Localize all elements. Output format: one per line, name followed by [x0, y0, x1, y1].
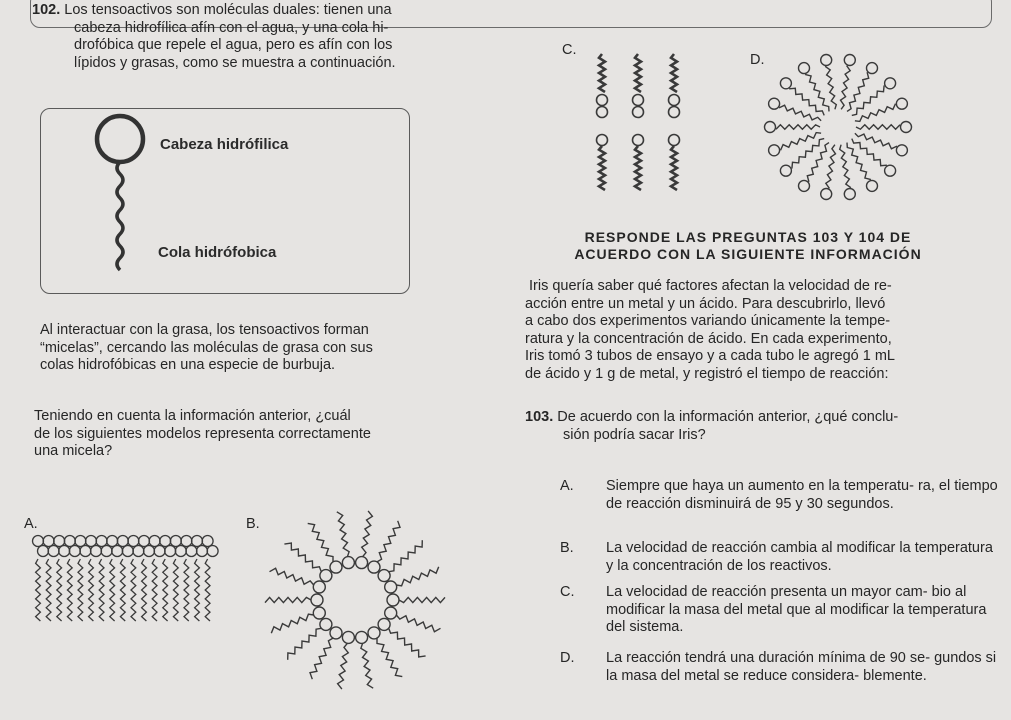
q103-option-d[interactable] — [560, 650, 1000, 685]
q103-stem — [525, 409, 995, 444]
model-a-head — [175, 546, 186, 557]
q103-option-c[interactable] — [560, 584, 1000, 637]
info-line: Iris tomó 3 tubos de ensayo y a cada tubo le agregó 1 mL — [525, 348, 895, 365]
model-a-head — [54, 536, 65, 547]
option-d-label[interactable]: D. — [750, 52, 765, 68]
model-a-tail — [67, 559, 72, 621]
model-b-head — [342, 557, 354, 569]
model-b-tail — [337, 512, 349, 557]
model-a-head — [75, 536, 86, 547]
model-a-head — [133, 546, 144, 557]
model-c-head-top — [633, 107, 644, 118]
model-d-head — [799, 180, 810, 191]
model-a-tail — [205, 559, 210, 621]
model-d-tail — [807, 143, 829, 182]
model-a-head — [181, 536, 192, 547]
model-a-tail — [57, 559, 62, 621]
model-d-micelle-sphere[interactable] — [750, 45, 915, 195]
model-b-head — [368, 561, 380, 573]
model-a-head — [186, 546, 197, 557]
option-line: blemente. — [863, 667, 927, 684]
hydrophobic-tail — [117, 162, 123, 270]
model-b-head — [311, 594, 323, 606]
q102-stem-line: Los tensoactivos son moléculas duales: tienen una — [64, 2, 392, 18]
model-a-tail — [142, 559, 147, 621]
info-line: de ácido y 1 g de metal, y registró el tiempo de reacción: — [525, 365, 889, 382]
option-b-label[interactable]: B. — [246, 516, 260, 532]
model-c-head-top — [597, 107, 608, 118]
model-b-head — [342, 631, 354, 643]
tail-label: Cola hidrófobica — [158, 244, 277, 261]
info-line: a cabo dos experimentos variando únicamente la tempe- — [525, 313, 891, 330]
q102-number: 102. — [32, 2, 61, 18]
model-b-head — [330, 561, 342, 573]
model-b-tail — [396, 615, 440, 632]
model-c-head-bottom — [597, 135, 608, 146]
q102-question — [34, 408, 484, 461]
model-a-head — [107, 536, 118, 547]
model-d-tail — [840, 145, 851, 188]
model-b-head — [330, 627, 342, 639]
model-b-head — [385, 581, 397, 593]
model-b-head — [368, 627, 380, 639]
model-b-head — [356, 557, 368, 569]
model-c-head-bottom — [669, 135, 680, 146]
model-c-tail-bottom — [671, 146, 677, 190]
model-b-head — [320, 618, 332, 630]
micelle-line: colas hidrofóbicas en una especie de burbuja. — [40, 357, 336, 374]
model-c-bilayer-columns[interactable] — [590, 50, 700, 195]
model-a-head — [139, 536, 150, 547]
model-b-tail — [271, 614, 313, 633]
micelle-line: Al interactuar con la grasa, los tensoactivos forman — [40, 322, 369, 338]
model-c-head-top — [597, 95, 608, 106]
q103-option-d-letter: D. — [560, 650, 575, 666]
model-a-tail — [89, 559, 94, 621]
model-a-tail — [46, 559, 51, 621]
option-line: La velocidad de reacción presenta un mayor cam- — [606, 584, 928, 600]
hydrophilic-head — [97, 116, 143, 162]
section-title-line: ACUERDO CON LA SIGUIENTE INFORMACIÓN — [574, 246, 922, 262]
option-c-label[interactable]: C. — [562, 42, 577, 58]
model-a-head — [91, 546, 102, 557]
option-line: ra, el tiempo de reacción disminuirá de 95 y 30 — [606, 478, 998, 512]
model-d-tail — [855, 133, 897, 149]
q102-stem-line: lípidos y grasas, como se muestra a continuación. — [74, 54, 396, 71]
model-b-tail — [338, 643, 349, 689]
model-c-head-top — [669, 107, 680, 118]
model-a-head — [101, 546, 112, 557]
option-line: bio al modificar la masa del metal que al modificar — [606, 584, 967, 618]
model-d-head — [780, 165, 791, 176]
option-line: la temperatura del sistema. — [606, 601, 987, 636]
model-b-tail — [308, 523, 333, 562]
model-a-tail — [120, 559, 125, 621]
option-line: gundos si la masa del metal se reduce considera- — [606, 650, 997, 684]
q103-option-a[interactable] — [560, 478, 1000, 513]
info-line: ratura y la concentración de ácido. En cada experimento, — [525, 330, 892, 347]
model-d-tail — [826, 145, 836, 189]
model-d-head — [867, 63, 878, 74]
q103-option-b-letter: B. — [560, 540, 574, 556]
model-d-tail — [847, 72, 869, 111]
model-b-head — [313, 581, 325, 593]
q103-number: 103. — [525, 409, 554, 425]
model-a-head — [80, 546, 91, 557]
model-b-tail — [377, 638, 402, 677]
model-c-tail-bottom — [635, 146, 641, 190]
model-a-tail — [152, 559, 157, 621]
model-a-tail — [195, 559, 200, 621]
model-b-tail — [399, 597, 445, 602]
model-b-tail — [362, 511, 373, 557]
model-a-head — [122, 546, 133, 557]
model-a-tail — [163, 559, 168, 621]
option-line: segundos. — [826, 495, 894, 512]
model-b-tail — [396, 567, 438, 586]
model-d-head — [765, 122, 776, 133]
model-b-tail — [284, 543, 321, 572]
micelle-paragraph — [40, 322, 480, 375]
q103-stem-line: De acuerdo con la información anterior, ¿qué conclu- — [557, 409, 899, 425]
model-b-spiky-ring[interactable] — [250, 505, 460, 695]
model-a-tail — [99, 559, 104, 621]
info-line: Iris quería saber qué factores afectan la velocidad de re- — [529, 278, 892, 294]
model-d-head — [896, 145, 907, 156]
q103-option-c-letter: C. — [560, 584, 575, 600]
model-a-tail — [36, 559, 41, 621]
model-d-tail — [779, 105, 821, 121]
model-a-head — [165, 546, 176, 557]
model-b-tail — [288, 628, 322, 660]
question-line: Teniendo en cuenta la información anterior, ¿cuál — [34, 408, 351, 424]
model-a-tail — [131, 559, 136, 621]
model-a-head — [48, 546, 59, 557]
model-a-head — [117, 536, 128, 547]
model-c-head-bottom — [633, 135, 644, 146]
model-b-tail — [389, 628, 426, 657]
model-a-head — [207, 546, 218, 557]
model-b-head — [387, 594, 399, 606]
model-b-head — [356, 631, 368, 643]
model-a-head — [112, 546, 123, 557]
model-b-tail — [310, 638, 333, 679]
model-d-tail — [855, 104, 896, 122]
model-a-tail — [173, 559, 178, 621]
model-c-head-top — [669, 95, 680, 106]
model-d-head — [769, 98, 780, 109]
model-d-head — [885, 165, 896, 176]
model-a-head — [69, 546, 80, 557]
option-line: temperatura y la concentración de los reactivos. — [606, 540, 993, 574]
model-a-head — [64, 536, 75, 547]
model-d-tail — [856, 125, 900, 129]
model-b-head — [385, 607, 397, 619]
model-c-tail-top — [599, 54, 605, 92]
model-a-head — [38, 546, 49, 557]
model-d-head — [885, 78, 896, 89]
head-label: Cabeza hidrófilica — [160, 136, 289, 153]
model-b-head — [378, 570, 390, 582]
model-a-head — [43, 536, 54, 547]
q103-option-b[interactable] — [560, 540, 1000, 575]
model-c-tail-top — [635, 54, 641, 92]
model-b-tail — [361, 643, 373, 688]
model-d-tail — [841, 66, 851, 110]
option-line: La reacción tendrá una duración mínima de 90 se- — [606, 650, 931, 666]
model-a-tail — [110, 559, 115, 621]
model-a-head — [170, 536, 181, 547]
model-d-head — [780, 78, 791, 89]
info-line: acción entre un metal y un ácido. Para descubrirlo, llevó — [525, 295, 886, 312]
model-d-head — [821, 55, 832, 66]
model-b-tail — [270, 568, 314, 585]
model-d-tail — [776, 125, 820, 129]
model-b-head — [313, 607, 325, 619]
model-d-tail — [852, 86, 884, 116]
micelle-line: “micelas”, cercando las moléculas de grasa con sus — [40, 339, 373, 356]
model-a-head — [144, 546, 155, 557]
model-c-head-top — [633, 95, 644, 106]
model-d-head — [896, 98, 907, 109]
model-b-tail — [265, 597, 311, 602]
model-d-tail — [825, 66, 836, 109]
model-a-head — [197, 546, 208, 557]
option-line: Siempre que haya un aumento en la temperatu- — [606, 478, 914, 494]
model-b-tail — [389, 540, 423, 572]
model-a-head — [154, 546, 165, 557]
model-a-tail — [78, 559, 83, 621]
model-a-head — [192, 536, 203, 547]
model-a-head — [96, 536, 107, 547]
option-line: La velocidad de reacción cambia al modificar la — [606, 540, 911, 556]
model-a-head — [149, 536, 160, 547]
model-a-head — [160, 536, 171, 547]
model-d-head — [769, 145, 780, 156]
q103-option-a-letter: A. — [560, 478, 574, 494]
model-d-head — [901, 122, 912, 133]
q102-stem-line: cabeza hidrofílica afín con el agua, y una cola hi- — [74, 19, 389, 36]
question-line: una micela? — [34, 443, 113, 460]
model-d-tail — [792, 139, 824, 169]
model-d-head — [799, 63, 810, 74]
q103-stem-line: sión podría sacar Iris? — [563, 426, 706, 443]
model-a-head — [33, 536, 44, 547]
model-a-head — [59, 546, 70, 557]
model-d-head — [867, 180, 878, 191]
model-a-head — [202, 536, 213, 547]
model-a-tail — [184, 559, 189, 621]
model-a-head — [86, 536, 97, 547]
model-a-layered-grid[interactable] — [30, 535, 220, 635]
question-line: de los siguientes modelos representa correctamente — [34, 425, 371, 442]
q102-stem-line: drofóbica que repele el agua, pero es afín con los — [74, 37, 393, 54]
model-c-tail-bottom — [599, 146, 605, 190]
model-b-tail — [377, 521, 400, 562]
option-a-label[interactable]: A. — [24, 516, 38, 532]
section-title — [548, 229, 948, 263]
model-a-head — [128, 536, 139, 547]
model-c-tail-top — [671, 54, 677, 92]
model-d-head — [844, 55, 855, 66]
experiment-info — [525, 278, 995, 384]
section-title-line: RESPONDE LAS PREGUNTAS 103 Y 104 DE — [584, 229, 912, 245]
model-d-tail — [781, 133, 822, 151]
